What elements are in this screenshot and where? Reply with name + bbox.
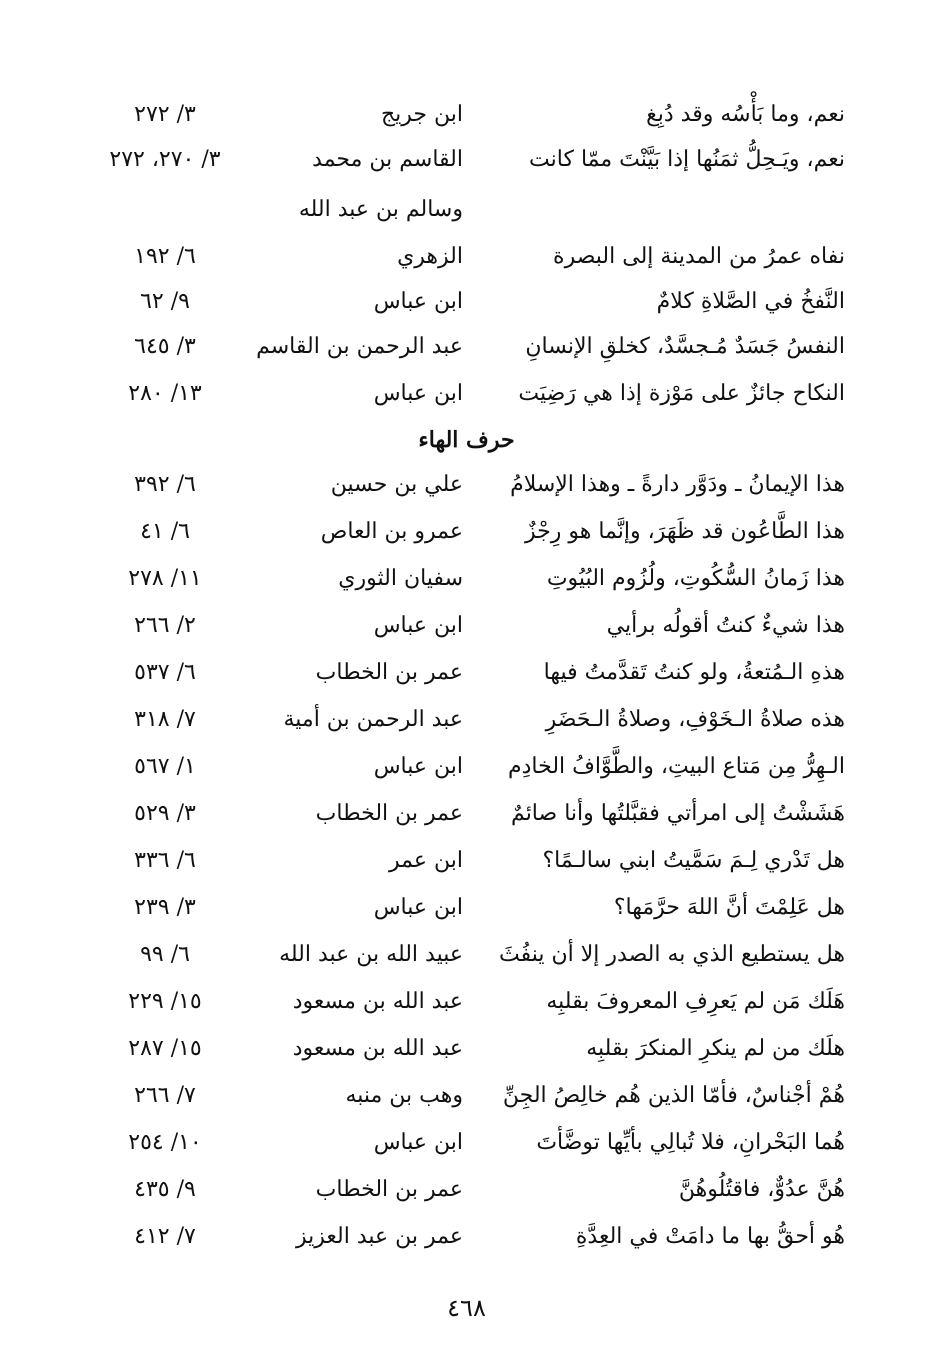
volume-page-reference: ٧/ ٣١٨ xyxy=(134,707,196,732)
volume-page-reference: ١٣/ ٢٨٠ xyxy=(128,381,202,406)
quote-text: الـهِرُّ مِن مَتاع البيتِ، والطَّوَّافُ الخادِم xyxy=(508,754,845,779)
index-row xyxy=(0,559,933,599)
quote-text: هذا زَمانُ السُّكُوتِ، ولُزُوم البُيُوتِ xyxy=(546,566,845,591)
narrator-name: ابن عباس xyxy=(373,289,463,314)
index-row xyxy=(0,512,933,552)
volume-page-reference: ١٥/ ٢٨٧ xyxy=(128,1036,202,1061)
index-row xyxy=(0,1029,933,1069)
volume-page-reference: ٦/ ٤١ xyxy=(140,519,190,544)
narrator-name: عمر بن عبد العزيز xyxy=(296,1224,463,1249)
volume-page-reference: ٦/ ٩٩ xyxy=(140,942,190,967)
quote-text: هلَك من لم ينكرِ المنكرَ بقلبِه xyxy=(586,1036,845,1061)
quote-text: هُمْ أجْناسٌ، فأمّا الذين هُم خالِصُ الجِنِّ xyxy=(502,1083,845,1108)
volume-page-reference: ٧/ ٤١٢ xyxy=(134,1224,196,1249)
narrator-name: عبد الرحمن بن أمية xyxy=(283,707,463,732)
narrator-name: ابن جريج xyxy=(380,102,463,127)
narrator-name: عبد الله بن مسعود xyxy=(292,1036,463,1061)
index-row xyxy=(0,237,933,277)
page-number: ٤٦٨ xyxy=(447,1294,486,1322)
quote-text: هل يستطيع الذي به الصدر إلا أن ينفُثَ xyxy=(499,942,845,967)
volume-page-reference: ١٥/ ٢٢٩ xyxy=(128,989,202,1014)
index-row xyxy=(0,374,933,414)
narrator-name: عبد الرحمن بن القاسم xyxy=(256,334,463,359)
volume-page-reference: ١٠/ ٢٥٤ xyxy=(128,1130,202,1155)
index-row xyxy=(0,1170,933,1210)
index-row xyxy=(0,282,933,322)
quote-text: هذهِ الـمُتعةُ، ولو كنتُ تَقدَّمتُ فيها xyxy=(543,660,845,685)
quote-text: هل عَلِمْتَ أنَّ اللهَ حرَّمَها؟ xyxy=(613,895,845,920)
index-row xyxy=(0,606,933,646)
narrator-name: عمر بن الخطاب xyxy=(315,1177,463,1202)
quote-text: هذا الطَّاعُون قد ظَهَرَ، وإنَّما هو رِجْزٌ xyxy=(525,519,845,544)
volume-page-reference: ٦/ ١٩٢ xyxy=(134,244,196,269)
narrator-name: ابن عباس xyxy=(373,381,463,406)
volume-page-reference: ٦/ ٣٣٦ xyxy=(134,848,196,873)
volume-page-reference: ٣/ ٢٧٠، ٢٧٢ xyxy=(109,147,221,172)
index-row xyxy=(0,1076,933,1116)
index-row xyxy=(0,841,933,881)
quote-text: نعم، ويَـحِلُّ ثمَنُها إذا بَيَّنْتَ ممّا كانت xyxy=(529,147,845,172)
index-row xyxy=(0,935,933,975)
index-row xyxy=(0,700,933,740)
quote-text: هذا شيءٌ كنتُ أقولُه برأيي xyxy=(606,613,845,638)
index-row xyxy=(0,653,933,693)
volume-page-reference: ٢/ ٢٦٦ xyxy=(134,613,196,638)
quote-text: النَّفخُ في الصَّلاةِ كلامٌ xyxy=(656,289,845,314)
quote-text: نعم، وما بَأْسُه وقد دُبِغ xyxy=(646,102,845,127)
narrator-name: سفيان الثوري xyxy=(338,566,463,591)
index-row xyxy=(0,465,933,505)
quote-text: هَشَشْتُ إلى امرأتي فقبَّلتُها وأنا صائمٌ xyxy=(511,801,845,826)
narrator-name: ابن عباس xyxy=(373,613,463,638)
quote-text: هَلَك مَن لم يَعرِفِ المعروفَ بقلبِه xyxy=(546,989,845,1014)
index-row xyxy=(0,95,933,135)
volume-page-reference: ٩/ ٦٢ xyxy=(140,289,190,314)
index-row xyxy=(0,794,933,834)
volume-page-reference: ٦/ ٥٣٧ xyxy=(134,660,196,685)
quote-text: هُما البَحْرانِ، فلا تُبالِي بأيِّها توضَّأتَ xyxy=(536,1130,845,1155)
narrator-name: ابن عباس xyxy=(373,895,463,920)
volume-page-reference xyxy=(95,190,235,230)
volume-page-reference: ٣/ ٥٢٩ xyxy=(134,801,196,826)
narrator-name: ابن عباس xyxy=(373,754,463,779)
quote-text: نفاه عمرُ من المدينة إلى البصرة xyxy=(553,244,845,269)
quote-text: هُو أحقُّ بها ما دامَتْ في العِدَّةِ xyxy=(575,1224,845,1249)
quote-text: النكاح جائزٌ على مَوْزة إذا هي رَضِيَت xyxy=(518,381,845,406)
index-row xyxy=(0,327,933,367)
section-heading: حرف الهاء xyxy=(418,427,515,453)
quote-text: هُنَّ عدُوٌّ، فاقتُلُوهُنَّ xyxy=(678,1177,845,1202)
quote-text xyxy=(445,190,845,230)
index-row xyxy=(0,747,933,787)
index-row xyxy=(0,140,933,180)
narrator-name: عمر بن الخطاب xyxy=(315,801,463,826)
narrator-name: ابن عمر xyxy=(389,848,463,873)
volume-page-reference: ١١/ ٢٧٨ xyxy=(128,566,202,591)
narrator-name: عبد الله بن مسعود xyxy=(292,989,463,1014)
volume-page-reference: ٦/ ٣٩٢ xyxy=(134,472,196,497)
narrator-name: الزهري xyxy=(397,244,463,269)
volume-page-reference: ٧/ ٢٦٦ xyxy=(134,1083,196,1108)
volume-page-reference: ٣/ ٦٤٥ xyxy=(134,334,196,359)
quote-text: هذا الإيمانُ ـ ودَوَّر دارةً ـ وهذا الإسلامُ xyxy=(510,472,845,497)
narrator-name: وسالم بن عبد الله xyxy=(298,197,463,222)
index-row xyxy=(0,1217,933,1257)
quote-text: هذه صلاةُ الـخَوْفِ، وصلاةُ الـحَضَرِ xyxy=(545,707,845,732)
quote-text: هل تَدْري لِـمَ سَمَّيتُ ابني سالـمًا؟ xyxy=(542,848,845,873)
narrator-name: عبيد الله بن عبد الله xyxy=(279,942,463,967)
quote-text: النفسُ جَسَدٌ مُـجسَّدٌ، كخلقِ الإنسانِ xyxy=(525,334,845,359)
index-row xyxy=(0,982,933,1022)
narrator-name: علي بن حسين xyxy=(330,472,463,497)
narrator-name: وهب بن منبه xyxy=(345,1083,463,1108)
volume-page-reference: ٩/ ٤٣٥ xyxy=(134,1177,196,1202)
narrator-name: ابن عباس xyxy=(373,1130,463,1155)
narrator-name: القاسم بن محمد xyxy=(312,147,463,172)
index-row xyxy=(0,190,933,230)
narrator-name: عمر بن الخطاب xyxy=(315,660,463,685)
narrator-name: عمرو بن العاص xyxy=(320,519,463,544)
volume-page-reference: ٣/ ٢٣٩ xyxy=(134,895,196,920)
volume-page-reference: ٣/ ٢٧٢ xyxy=(134,102,196,127)
index-row xyxy=(0,888,933,928)
index-row xyxy=(0,1123,933,1163)
volume-page-reference: ١/ ٥٦٧ xyxy=(134,754,196,779)
